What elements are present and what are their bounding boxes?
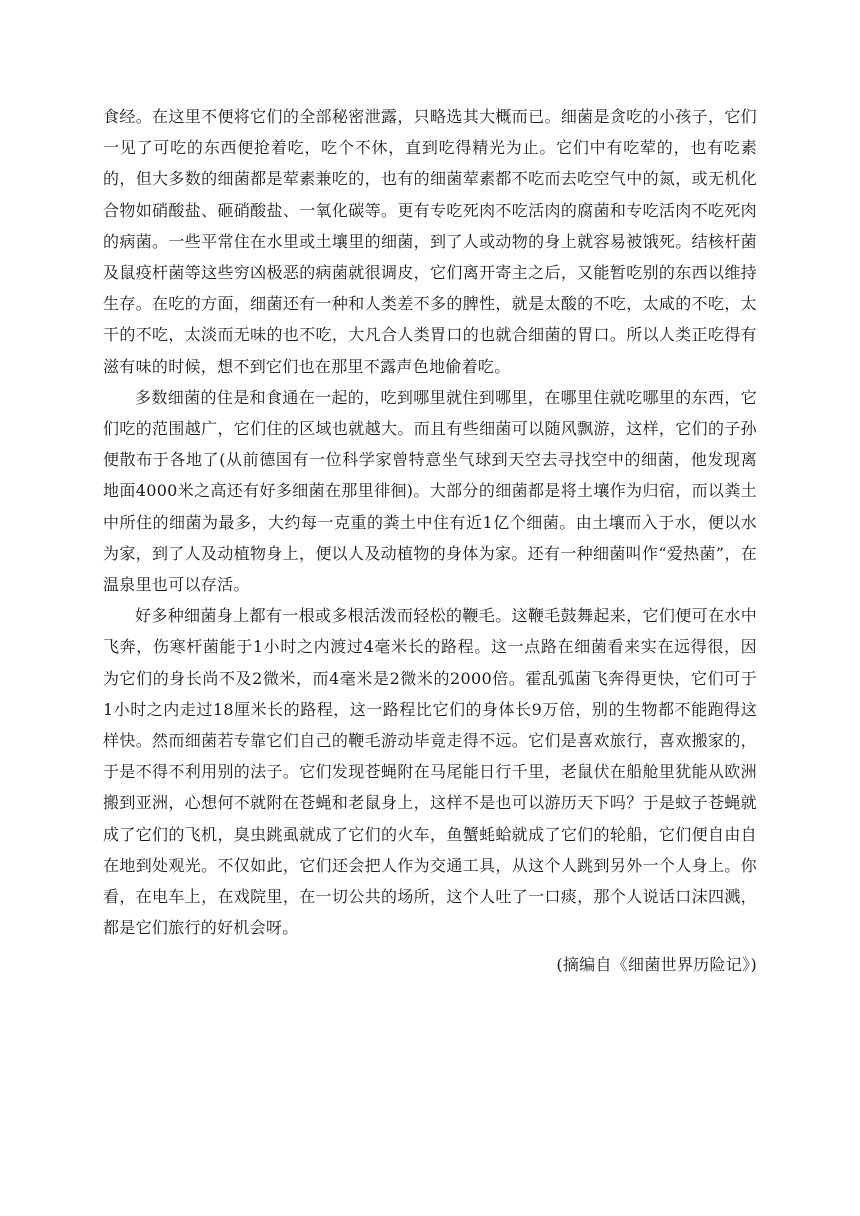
paragraph-continued: 食经。在这里不便将它们的全部秘密泄露，只略选其大概而已。细菌是贪吃的小孩子，它们一见了可吃的东西便抢着吃，吃个不休，直到吃得精光为止。它们中有吃荤的，也有吃素的，但大多数的细菌都是荤素兼吃的，也有的细菌荤素都不吃而去吃空气中的氮，或无机化合物如硝酸盐、砸硝酸盐、一氧化碳等。更有专吃死肉不吃活肉的腐菌和专吃活肉不吃死肉的病菌。一些平常住在水里或土壤里的细菌，到了人或动物的身上就容易被饿死。结核杆菌及鼠疫杆菌等这些穷凶极恶的病菌就很调皮，它们离开寄主之后，又能暂吃别的东西以维持生存。在吃的方面，细菌还有一种和人类差不多的脾性，就是太酸的不吃，太咸的不吃，太干的不吃，太淡而无味的也不吃，大凡合人类胃口的也就合细菌的胃口。所以人类正吃得有滋有味的时候，想不到它们也在那里不露声色地偷着吃。 <box>103 107 757 376</box>
paragraph-travel: 好多种细菌身上都有一根或多根活泼而轻松的鞭毛。这鞭毛鼓舞起来，它们便可在水中飞奔，伤寒杆菌能于1小时之内渡过4毫米长的路程。这一点路在细菌看来实在远得很，因为它们的身长尚不及2微米，而4毫米是2微米的2000倍。霍乱弧菌飞奔得更快，它们可于1小时之内走过18厘米长的路程，这一路程比它们的身体长9万倍，别的生物都不能跑得这样快。然而细菌若专靠它们自己的鞭毛游动毕竟走得不远。它们是喜欢旅行，喜欢搬家的，于是不得不利用别的法子。它们发现苍蝇附在马尾能日行千里，老鼠伏在船舱里犹能从欧洲搬到亚洲，心想何不就附在苍蝇和老鼠身上，这样不是也可以游历天下吗？于是蚊子苍蝇就成了它们的飞机，臭虫跳虱就成了它们的火车，鱼蟹蚝蛤就成了它们的轮船，它们便自由自在地到处观光。不仅如此，它们还会把人作为交通工具，从这个人跳到另外一个人身上。你看，在电车上，在戏院里，在一切公共的场所，这个人吐了一口痰，那个人说话口沫四溅，都是它们旅行的好机会呀。 <box>103 606 757 938</box>
paragraph-habitat: 多数细菌的住是和食通在一起的，吃到哪里就住到哪里，在哪里住就吃哪里的东西，它们吃的范围越广，它们住的区域也就越大。而且有些细菌可以随风飘游，这样，它们的子孙便散布于各地了(从前德国有一位科学家曾特意坐气球到天空去寻找空中的细菌，他发现离地面4000米之高还有好多细菌在那里徘徊)。大部分的细菌都是将土壤作为归宿，而以粪土中所住的细菌为最多，大约每一克重的粪土中住有近1亿个细菌。由土壤而入于水，便以水为家，到了人及动植物身上，便以人及动植物的身体为家。还有一种细菌叫作“爱热菌”，在温泉里也可以存活。 <box>103 387 757 595</box>
source-citation: (摘编自《细菌世界历险记》) <box>556 955 757 975</box>
